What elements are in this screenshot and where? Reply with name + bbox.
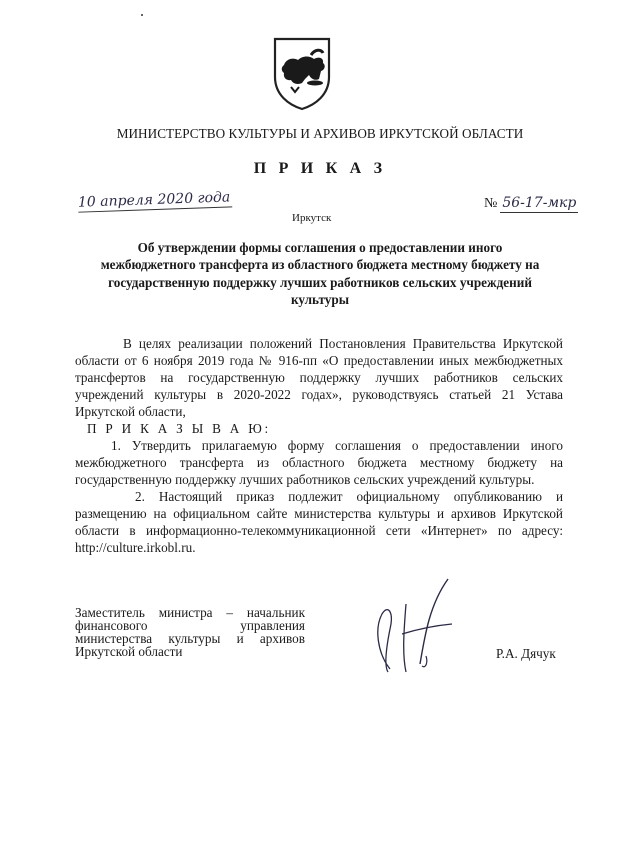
signer-position-line: финансового управления: [75, 618, 305, 633]
order-city: Иркутск: [292, 212, 332, 224]
coat-of-arms-icon: [271, 35, 333, 111]
scan-speck: [141, 14, 143, 16]
signer-position: [75, 606, 305, 658]
signer-position-line: Иркутской области: [75, 644, 183, 659]
number-sign: №: [484, 196, 498, 211]
signer-position-line: министерства культуры и архивов: [75, 631, 305, 646]
order-number: [484, 195, 578, 212]
signer-position-line: Заместитель министра – начальник: [75, 605, 305, 620]
signer-name: Р.А. Дячук: [496, 646, 556, 661]
preamble-paragraph: В целях реализации положений Постановления Правительства Иркутской области от 6 ноября 2019 года № 916-пп «О предоставлении иных межбюджетных трансфертов на государственную поддержку лучших работников сельских учреждений культуры в 2020-2022 годах», руководствуясь статьей 21 Устава Иркутской области,: [75, 336, 563, 419]
document-type-title: П Р И К А З: [253, 160, 387, 177]
order-item-1: 1. Утвердить прилагаемую форму соглашения о предоставлении иного межбюджетного трансферта из областного бюджета местному бюджету на государственную поддержку лучших работников сельских учреждений культуры.: [75, 438, 563, 487]
order-body: [75, 335, 563, 556]
order-word: П Р И К А З Ы В А Ю:: [87, 421, 272, 436]
order-date: 10 апреля 2020 года: [78, 189, 233, 212]
order-number-value: 56-17-мкр: [502, 195, 577, 211]
handwritten-signature-icon: [360, 574, 470, 684]
order-subject: Об утверждении формы соглашения о предоставлении иного межбюджетного трансферта из областного бюджета местному бюджету на государственную поддержку лучших работников сельских учреждений культуры: [100, 240, 540, 308]
ministry-name: МИНИСТЕРСТВО КУЛЬТУРЫ И АРХИВОВ ИРКУТСКОЙ ОБЛАСТИ: [116, 126, 524, 141]
order-item-2: 2. Настоящий приказ подлежит официальному опубликованию и размещению на официальном сайте министерства культуры и архивов Иркутской области в информационно-телекоммуникационной сети «Интернет» по адресу: http://culture.irkobl.ru.: [75, 489, 563, 555]
